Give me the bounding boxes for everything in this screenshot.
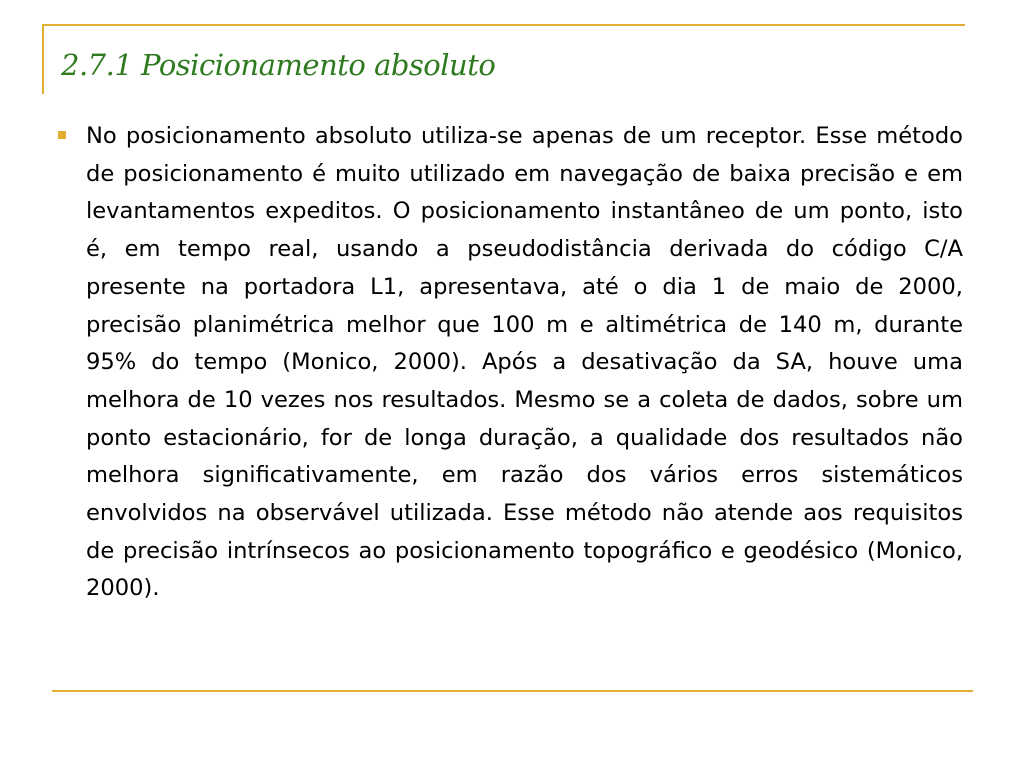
square-bullet-icon [58,131,66,139]
frame-top-line [42,24,965,26]
frame-bottom-line [52,690,973,692]
slide-body-text: No posicionamento absoluto utiliza-se apenas de um receptor. Esse método de posicionamento é muito utilizado em navegação de baixa precisão e em levantamentos expeditos. O posicionamento instantâneo de um ponto, isto é, em tempo real, usando a pseudodistância derivada do código C/A presente na portadora L1, apresentava, até o dia 1 de maio de 2000, precisão planimétrica melhor que 100 m e altimétrica de 140 m, durante 95% do tempo (Monico, 2000). Após a desativação da SA, houve uma melhora de 10 vezes nos resultados. Mesmo se a coleta de dados, sobre um ponto estacionário, for de longa duração, a qualidade dos resultados não melhora significativamente, em razão dos vários erros sistemáticos envolvidos na observável utilizada. Esse método não atende aos requisitos de precisão intrínsecos ao posicionamento topográfico e geodésico (Monico, 2000). [86,123,963,602]
frame-left-line [42,24,44,94]
slide-title: 2.7.1 Posicionamento absoluto [61,48,496,82]
